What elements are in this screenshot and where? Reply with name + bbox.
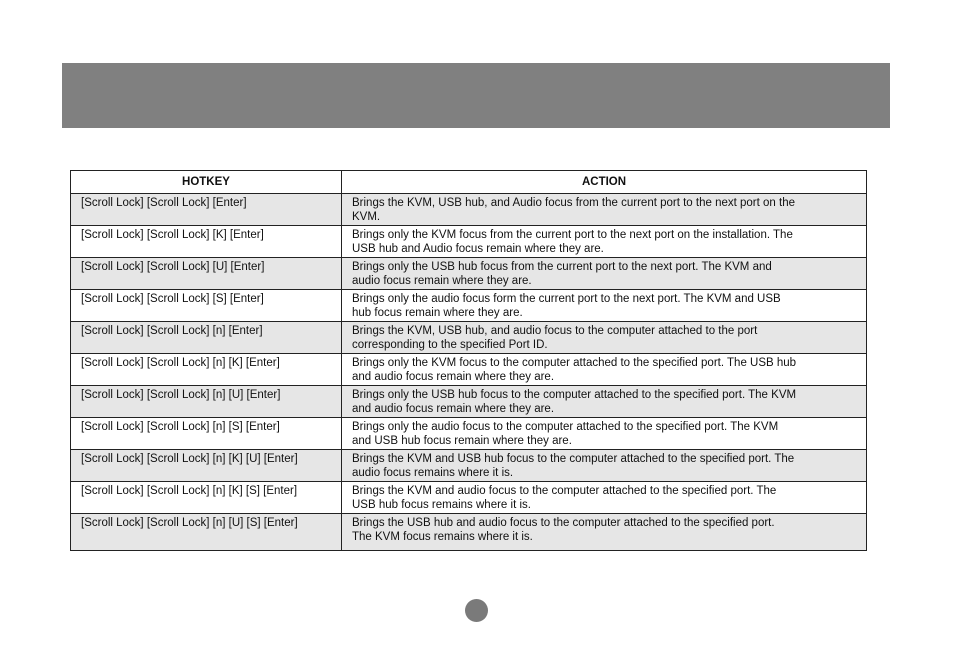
hotkey-table	[70, 170, 867, 551]
action-column-header: ACTION	[342, 171, 867, 194]
action-cell	[342, 226, 867, 258]
action-text-line: USB hub and Audio focus remain where they are.	[352, 243, 604, 255]
hotkey-cell: [Scroll Lock] [Scroll Lock] [n] [S] [Enter]	[71, 418, 342, 450]
action-cell	[342, 258, 867, 290]
action-cell	[342, 322, 867, 354]
action-text-line: Brings the USB hub and audio focus to the computer attached to the specified port.	[352, 517, 775, 529]
table-row	[71, 258, 867, 290]
action-cell	[342, 450, 867, 482]
action-text-line: Brings only the KVM focus from the current port to the next port on the installation. The	[352, 229, 793, 241]
action-text-line: Brings the KVM, USB hub, and audio focus to the computer attached to the port	[352, 325, 758, 337]
table-row	[71, 322, 867, 354]
table-row	[71, 514, 867, 551]
action-cell	[342, 514, 867, 551]
action-cell	[342, 386, 867, 418]
table-row	[71, 354, 867, 386]
action-text-line: The KVM focus remains where it is.	[352, 531, 533, 543]
action-text-line: audio focus remains where it is.	[352, 467, 514, 479]
action-cell	[342, 354, 867, 386]
action-text-line: audio focus remain where they are.	[352, 275, 532, 287]
hotkey-cell: [Scroll Lock] [Scroll Lock] [n] [Enter]	[71, 322, 342, 354]
hotkey-cell: [Scroll Lock] [Scroll Lock] [n] [K] [U] [Enter]	[71, 450, 342, 482]
action-cell	[342, 290, 867, 322]
action-text-line: Brings the KVM and audio focus to the computer attached to the specified port. The	[352, 485, 777, 497]
page-indicator-dot	[465, 599, 488, 622]
action-cell	[342, 482, 867, 514]
table-header-row	[71, 171, 867, 194]
hotkey-cell: [Scroll Lock] [Scroll Lock] [n] [K] [Enter]	[71, 354, 342, 386]
action-text-line: and audio focus remain where they are.	[352, 403, 555, 415]
action-text-line: USB hub focus remains where it is.	[352, 499, 531, 511]
action-text-line: corresponding to the specified Port ID.	[352, 339, 548, 351]
table-row	[71, 450, 867, 482]
action-text-line: Brings only the USB hub focus from the current port to the next port. The KVM and	[352, 261, 772, 273]
action-text-line: Brings only the audio focus to the computer attached to the specified port. The KVM	[352, 421, 779, 433]
action-text-line: KVM.	[352, 211, 381, 223]
action-text-line: Brings only the USB hub focus to the computer attached to the specified port. The KVM	[352, 389, 797, 401]
header-band	[62, 63, 890, 128]
hotkey-cell: [Scroll Lock] [Scroll Lock] [K] [Enter]	[71, 226, 342, 258]
action-text-line: Brings the KVM and USB hub focus to the computer attached to the specified port. The	[352, 453, 795, 465]
hotkey-cell: [Scroll Lock] [Scroll Lock] [n] [U] [S] [Enter]	[71, 514, 342, 551]
table-row	[71, 226, 867, 258]
action-text-line: Brings only the audio focus form the current port to the next port. The KVM and USB	[352, 293, 781, 305]
action-text-line: and USB hub focus remain where they are.	[352, 435, 572, 447]
hotkey-cell: [Scroll Lock] [Scroll Lock] [Enter]	[71, 194, 342, 226]
action-text-line: and audio focus remain where they are.	[352, 371, 555, 383]
action-cell	[342, 418, 867, 450]
table-row	[71, 290, 867, 322]
action-cell	[342, 194, 867, 226]
action-text-line: Brings the KVM, USB hub, and Audio focus from the current port to the next port on the	[352, 197, 795, 209]
hotkey-cell: [Scroll Lock] [Scroll Lock] [S] [Enter]	[71, 290, 342, 322]
hotkey-column-header: HOTKEY	[71, 171, 342, 194]
table-row	[71, 194, 867, 226]
action-text-line: hub focus remain where they are.	[352, 307, 523, 319]
table-row	[71, 418, 867, 450]
hotkey-cell: [Scroll Lock] [Scroll Lock] [U] [Enter]	[71, 258, 342, 290]
hotkey-cell: [Scroll Lock] [Scroll Lock] [n] [U] [Enter]	[71, 386, 342, 418]
table-row	[71, 386, 867, 418]
hotkey-cell: [Scroll Lock] [Scroll Lock] [n] [K] [S] [Enter]	[71, 482, 342, 514]
table-row	[71, 482, 867, 514]
action-text-line: Brings only the KVM focus to the computer attached to the specified port. The USB hub	[352, 357, 797, 369]
